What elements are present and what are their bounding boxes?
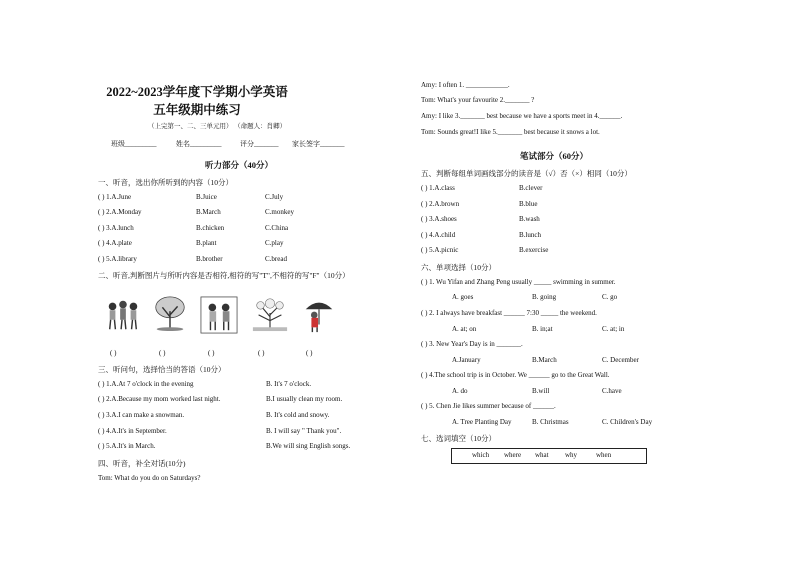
q3-option-a[interactable]: ( ) 4.A.It's in September. (98, 427, 167, 435)
q3-option-b[interactable]: B. It's 7 o'clock. (266, 380, 312, 388)
q1-option-c[interactable]: C.play (265, 239, 284, 247)
q1-option-b[interactable]: B.Juice (196, 193, 217, 201)
q5-word-b: B.wash (519, 215, 540, 223)
q1-option-a[interactable]: ( ) 1.A.June (98, 193, 132, 201)
q6-option[interactable]: B.March (532, 356, 557, 364)
q4-title: 四、听音，补全对话(10分) (98, 459, 186, 468)
q5-word-b: B.clever (519, 184, 543, 192)
q6-option[interactable]: C. Children's Day (602, 418, 653, 426)
q5-title: 五、判断每组单词画线部分的读音是（√）否（×）相同（10分） (421, 169, 632, 178)
word-bank-word: which (472, 451, 490, 459)
q2-title: 二、听音,判断图片与所听内容是否相符,相符的写"T",不相符的写"F"（10分） (98, 271, 350, 280)
q1-title: 一、听音，选出你所听到的内容（10分） (98, 178, 233, 187)
q6-question[interactable]: ( ) 2. I always have breakfast ______ 7:30 _____ the weekend. (421, 309, 597, 317)
dialogue-line[interactable]: Tom: What's your favourite 2._______ ? (421, 96, 535, 104)
q6-question[interactable]: ( ) 4.The school trip is in October. We ______ go to the Great Wall. (421, 371, 610, 379)
q1-option-a[interactable]: ( ) 5.A.library (98, 255, 137, 263)
q3-option-b[interactable]: B. I will say " Thank you". (266, 427, 342, 435)
dialogue-line: Tom: What do you do on Saturdays? (98, 474, 201, 482)
q5-word-a[interactable]: ( ) 3.A.shoes (421, 215, 457, 223)
q5-word-b: B.lunch (519, 231, 541, 239)
q6-question[interactable]: ( ) 5. Chen Jie likes summer because of ______. (421, 402, 556, 410)
parent-signature-field[interactable]: 家长签字_______ (292, 140, 345, 148)
q6-option[interactable]: A. Tree Planting Day (452, 418, 512, 426)
listening-section-title: 听力部分（40分） (205, 160, 274, 170)
q3-title: 三、听问句，选择恰当的答语（10分） (98, 365, 226, 374)
q6-option[interactable]: A.January (452, 356, 481, 364)
q3-option-a[interactable]: ( ) 1.A.At 7 o'clock in the evening (98, 380, 194, 388)
picture-snowy-tree (251, 294, 289, 332)
picture-person-umbrella (300, 296, 338, 334)
q6-option[interactable]: A. at; on (452, 325, 477, 333)
q3-option-b[interactable]: B.We will sing English songs. (266, 442, 351, 450)
q6-option[interactable]: B. Christmas (532, 418, 569, 426)
q3-option-a[interactable]: ( ) 3.A.I can make a snowman. (98, 411, 185, 419)
q6-option[interactable]: B. in;at (532, 325, 553, 333)
q1-option-c[interactable]: C.July (265, 193, 284, 201)
q6-option[interactable]: C. December (602, 356, 639, 364)
q6-option[interactable]: B. going (532, 293, 557, 301)
exam-title: 2022~2023学年度下学期小学英语 (106, 85, 288, 99)
q6-option[interactable]: A. do (452, 387, 468, 395)
q1-option-b[interactable]: B.chicken (196, 224, 225, 232)
picture-tree-autumn (151, 294, 189, 332)
q1-option-a[interactable]: ( ) 4.A.plate (98, 239, 132, 247)
q3-option-a[interactable]: ( ) 2.A.Because my mom worked last night. (98, 395, 221, 403)
q1-option-c[interactable]: C.monkey (265, 208, 294, 216)
dialogue-line[interactable]: Amy: I like 3._______ best because we have a sports meet in 4.______. (421, 112, 623, 120)
q1-option-c[interactable]: C.bread (265, 255, 287, 263)
word-bank-word: what (535, 451, 549, 459)
picture-two-kids (200, 296, 238, 334)
score-field[interactable]: 评分_______ (240, 140, 279, 148)
picture-children-playing (104, 296, 142, 334)
writing-section-title: 笔试部分（60分） (520, 151, 589, 161)
q5-word-a[interactable]: ( ) 4.A.child (421, 231, 456, 239)
q5-word-b: B.exercise (519, 246, 549, 254)
q1-option-a[interactable]: ( ) 2.A.Monday (98, 208, 142, 216)
q6-title: 六、单项选择（10分） (421, 263, 496, 272)
word-bank-word: where (504, 451, 522, 459)
q5-word-a[interactable]: ( ) 2.A.brown (421, 200, 460, 208)
class-field[interactable]: 班级_________ (111, 140, 157, 148)
q1-option-c[interactable]: C.China (265, 224, 289, 232)
q6-option[interactable]: C. at; in (602, 325, 625, 333)
q2-answer-bracket[interactable]: ( ) (208, 349, 215, 357)
q5-word-a[interactable]: ( ) 1.A.class (421, 184, 455, 192)
q6-question[interactable]: ( ) 3. New Year's Day is in _______. (421, 340, 523, 348)
exam-subtitle: 五年级期中练习 (153, 103, 241, 117)
q3-option-b[interactable]: B.I usually clean my room. (266, 395, 343, 403)
q6-question[interactable]: ( ) 1. Wu Yifan and Zhang Peng usually _____ swimming in summer. (421, 278, 616, 286)
q6-option[interactable]: B.will (532, 387, 550, 395)
q1-option-b[interactable]: B.March (196, 208, 221, 216)
q2-answer-bracket[interactable]: ( ) (110, 349, 117, 357)
q3-option-a[interactable]: ( ) 5.A.It's in March. (98, 442, 156, 450)
q3-option-b[interactable]: B. It's cold and snowy. (266, 411, 330, 419)
q7-title: 七、选词填空（10分） (421, 434, 496, 443)
dialogue-line[interactable]: Tom: Sounds great!I like 5._______ best because it snows a lot. (421, 128, 600, 136)
q6-option[interactable]: C.have (602, 387, 622, 395)
q1-option-b[interactable]: B.brother (196, 255, 223, 263)
q2-answer-bracket[interactable]: ( ) (258, 349, 265, 357)
name-field[interactable]: 姓名_________ (176, 140, 222, 148)
q6-option[interactable]: A. goes (452, 293, 474, 301)
q1-option-a[interactable]: ( ) 3.A.lunch (98, 224, 134, 232)
q2-answer-bracket[interactable]: ( ) (159, 349, 166, 357)
q6-option[interactable]: C. go (602, 293, 618, 301)
q5-word-a[interactable]: ( ) 5.A.picnic (421, 246, 459, 254)
exam-scope: （上完第一、二、三单元用） （命题人：肖卿） (148, 123, 287, 130)
word-bank-word: when (596, 451, 612, 459)
q5-word-b: B.blue (519, 200, 538, 208)
q1-option-b[interactable]: B.plant (196, 239, 217, 247)
word-bank-box (451, 448, 647, 464)
dialogue-line[interactable]: Amy: I often 1. ____________. (421, 81, 510, 89)
word-bank-word: why (565, 451, 578, 459)
q2-answer-bracket[interactable]: ( ) (306, 349, 313, 357)
